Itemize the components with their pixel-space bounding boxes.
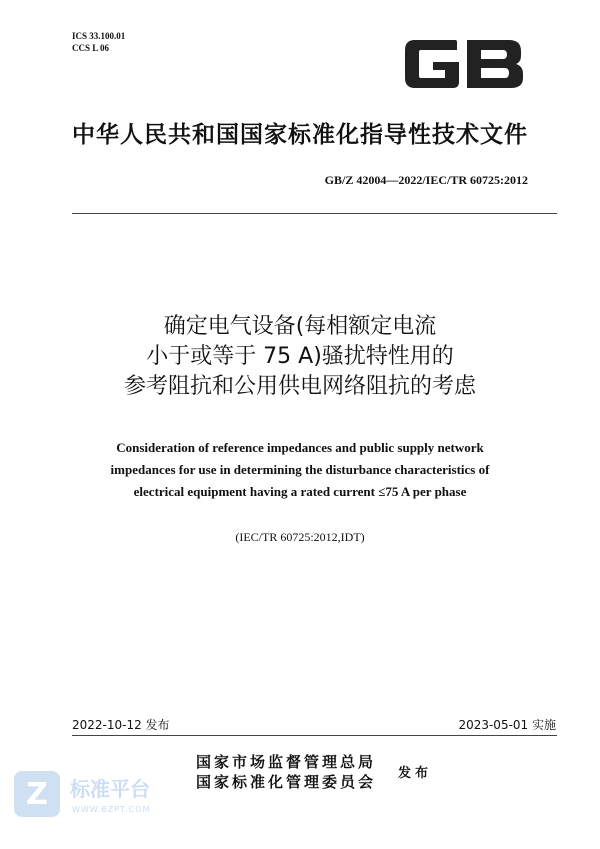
standard-number: GB/Z 42004—2022/IEC/TR 60725:2012 bbox=[324, 173, 528, 187]
watermark bbox=[0, 735, 180, 849]
watermark-url: WWW.BZPT.COM bbox=[72, 805, 151, 814]
chinese-title bbox=[0, 312, 600, 402]
issuer-sac: 国家标准化管理委员会 bbox=[196, 773, 377, 791]
equivalence-note: (IEC/TR 60725:2012,IDT) bbox=[235, 530, 365, 544]
issue-date: 2022-10-12 发布 bbox=[72, 718, 170, 732]
document-type-title: 中华人民共和国国家标准化指导性技术文件 bbox=[72, 122, 528, 148]
classification-codes bbox=[72, 30, 125, 54]
english-title-line: electrical equipment having a rated current ≤75 A per phase bbox=[133, 484, 467, 499]
gb-logo bbox=[403, 38, 525, 90]
english-title-line: impedances for use in determining the disturbance characteristics of bbox=[110, 462, 490, 477]
issuing-authorities bbox=[196, 752, 376, 792]
publish-label: 发布 bbox=[398, 766, 433, 781]
chinese-title-line: 参考阻抗和公用供电网络阻抗的考虑 bbox=[123, 374, 476, 399]
ics-code: ICS 33.100.01 bbox=[72, 31, 126, 41]
issuer-samr: 国家市场监督管理总局 bbox=[196, 753, 377, 771]
english-title bbox=[0, 437, 600, 503]
watermark-name: 标准平台 bbox=[70, 777, 150, 801]
ccs-code: CCS L 06 bbox=[72, 43, 110, 53]
chinese-title-line: 确定电气设备(每相额定电流 bbox=[163, 314, 437, 339]
chinese-title-line: 小于或等于 75 A)骚扰特性用的 bbox=[146, 344, 454, 369]
english-title-line: Consideration of reference impedances and public supply network bbox=[116, 440, 484, 455]
bzpt-logo-icon: Z bbox=[14, 771, 60, 817]
implementation-date: 2023-05-01 实施 bbox=[458, 718, 556, 732]
top-divider bbox=[72, 213, 557, 214]
